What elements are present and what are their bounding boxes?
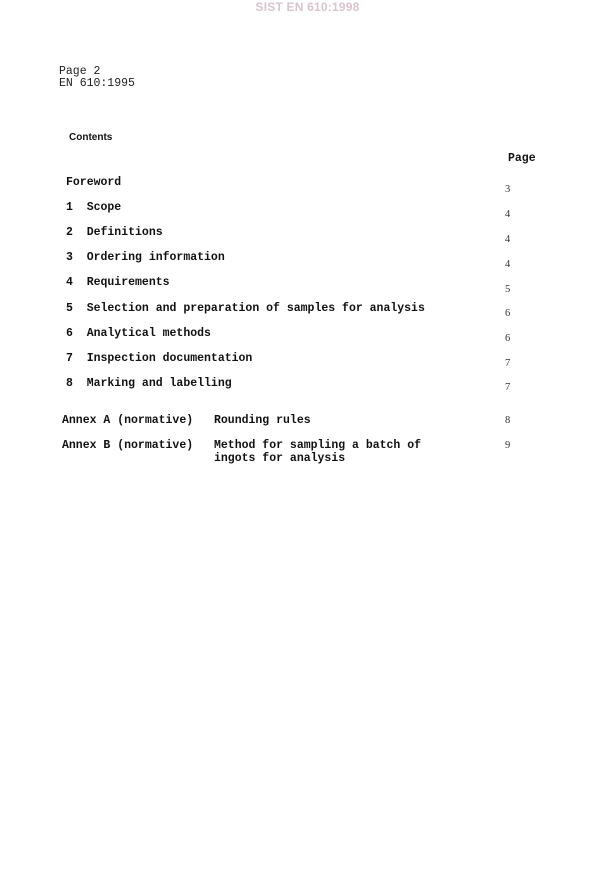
toc-entry-sample-selection[interactable]: 5 Selection and preparation of samples for analysis (66, 302, 425, 315)
toc-page-requirements: 5 (505, 284, 511, 295)
page-column-heading: Page (508, 152, 536, 165)
standard-number-line: EN 610:1995 (59, 77, 135, 90)
toc-page-sample-selection: 6 (505, 308, 511, 319)
toc-entry-foreword[interactable]: Foreword (66, 176, 122, 189)
toc-entry-definitions[interactable]: 2 Definitions (66, 226, 163, 239)
toc-entry-inspection-documentation[interactable]: 7 Inspection documentation (66, 352, 253, 365)
toc-page-annex-a: 8 (505, 415, 511, 426)
toc-annex-a-title[interactable]: Rounding rules (214, 414, 311, 427)
toc-page-inspection-documentation: 7 (505, 358, 511, 369)
toc-entry-marking-labelling[interactable]: 8 Marking and labelling (66, 377, 232, 390)
toc-page-definitions: 4 (505, 234, 511, 245)
toc-page-ordering-information: 4 (505, 259, 511, 270)
toc-page-marking-labelling: 7 (505, 382, 511, 393)
toc-entry-ordering-information[interactable]: 3 Ordering information (66, 251, 225, 264)
toc-annex-b-title[interactable]: Method for sampling a batch of ingots for analysis (214, 439, 422, 465)
toc-page-foreword: 3 (505, 184, 511, 195)
toc-annex-a-prefix[interactable]: Annex A (normative) (62, 414, 194, 427)
toc-page-scope: 4 (505, 209, 511, 220)
watermark: SIST EN 610:1998 (255, 0, 360, 14)
toc-entry-analytical-methods[interactable]: 6 Analytical methods (66, 327, 211, 340)
page-number-line: Page 2 (59, 65, 101, 78)
toc-page-analytical-methods: 6 (505, 333, 511, 344)
toc-annex-b-prefix[interactable]: Annex B (normative) (62, 439, 194, 452)
toc-entry-requirements[interactable]: 4 Requirements (66, 276, 170, 289)
toc-page-annex-b: 9 (505, 440, 511, 451)
contents-title: Contents (69, 132, 113, 143)
page-header (59, 66, 135, 90)
toc-entry-scope[interactable]: 1 Scope (66, 201, 122, 214)
